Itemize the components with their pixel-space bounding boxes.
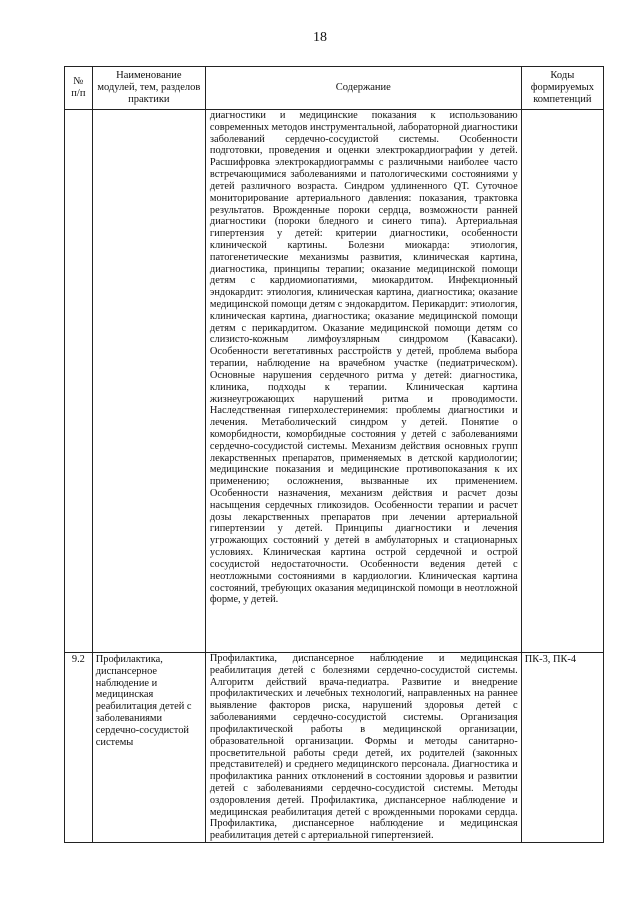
table-header-row	[65, 67, 604, 110]
row-codes: ПК-3, ПК-4	[524, 654, 577, 665]
header-codes: Коды формируемых компетенций	[521, 67, 603, 110]
header-content: Содержание	[205, 67, 521, 110]
page-number: 18	[313, 30, 327, 45]
row-content: диагностики и медицинские показания к использованию современных методов инструментальной, лабораторной диагностики заболеваний сердечно-сосудистой системы. Особенности подготовки, проведения и оценки электрокардиографии у детей. Расшифровка электрокардиограммы с различными наиболее часто встречающимися заболеваниями и патологическими состояниями у детей различного возраста. Синдром удлиненного QT. Суточное мониторирование артериального давления: показания, трактовка результатов. Врожденные пороки сердца, возможности ранней диагностики (пороки бледного и синего типа). Артериальная гипертензия у детей: критерии диагностики, особенности клинической картины. Болезни миокарда: этиология, патогенетические механизмы развития, клиническая картина, диагностика, принципы терапии; оказание медицинской помощи детям с кардиомиопатиями, миокардитом. Инфекционный эндокардит: этиология, клиническая картина, диагностика; оказание медицинской помощи детям с эндокардитом. Перикардит: этиология, клиническая картина, диагностика; оказание медицинской помощи детям с перикардитом. Оказание медицинской помощи детям со слизисто-кожным лимфоузлярным синдромом (Кавасаки). Особенности вегетативных расстройств у детей, проблема выбора терапии, наблюдение на врачебном участке (педиатрическом). Основные нарушения сердечного ритма у детей: диагностика, клиника, подходы к терапии. Клиническая картина жизнеугрожающих нарушений ритма и проводимости. Наследственная гиперхолестеринемия: проблемы диагностики и лечения. Метаболический синдром у детей. Понятие о коморбидности, коморбидные состояния у детей с заболеваниями сердечно-сосудистой системы. Механизм действия основных групп лекарственных препаратов, применяемых в детской кардиологии; медицинские показания и медицинские противопоказания к их применению; осложнения, вызванные их применением. Особенности назначения, механизм действия и расчет дозы насыщения сердечных гликозидов. Особенности терапии и расчет дозы лекарственных препаратов при лечении артериальной гипертензии у детей. Принципы диагностики и лечения угрожающих состояний у детей в амбулаторных и стационарных условиях. Клиническая картина острой сердечной и острой сосудистой недостаточности. Особенности ведения детей с неотложными состояниями в кардиологии. Клиническая картина состояний, требующих оказания медицинской помощи в неотложной форме, у детей.	[209, 110, 518, 606]
row-number-cell	[65, 110, 93, 653]
row-content: Профилактика, диспансерное наблюдение и медицинская реабилитация детей с болезнями сердечно-сосудистой системы. Алгоритм действий врача-педиатра. Развитие и внедрение профилактических и лечебных технологий, направленных на раннее выявление факторов риска, нарушений здоровья детей с заболеваниями сердечно-сосудистой системы. Организация профилактической работы в медицинской организации, образовательной организации. Формы и методы санитарно-просветительной работы среди детей, их родителей (законных представителей) и среднего медицинского персонала. Диагностика и профилактика ранних отклонений в состоянии здоровья и развитии детей с заболеваниями сердечно-сосудистой системы. Методы оздоровления детей. Профилактика, диспансерное наблюдение и медицинская реабилитация детей с врожденными пороками сердца. Профилактика, диспансерное наблюдение и медицинская реабилитация детей с артериальной гипертензией.	[209, 653, 518, 842]
table-row	[65, 110, 604, 653]
header-number: № п/п	[65, 67, 93, 110]
row-number-cell	[65, 653, 93, 843]
row-content-cell	[205, 653, 521, 843]
row-content-cell	[205, 110, 521, 653]
table-row	[65, 653, 604, 843]
row-codes-cell	[521, 653, 603, 843]
header-name: Наименование модулей, тем, разделов практики	[92, 67, 205, 110]
row-name: Профилактика, диспансерное наблюдение и медицинская реабилитация детей с заболеваниями сердечно-сосудистой системы	[95, 654, 192, 748]
program-table	[64, 66, 604, 843]
row-name-cell	[92, 110, 205, 653]
row-number: 9.2	[71, 654, 85, 665]
row-name-cell	[92, 653, 205, 843]
row-codes-cell	[521, 110, 603, 653]
